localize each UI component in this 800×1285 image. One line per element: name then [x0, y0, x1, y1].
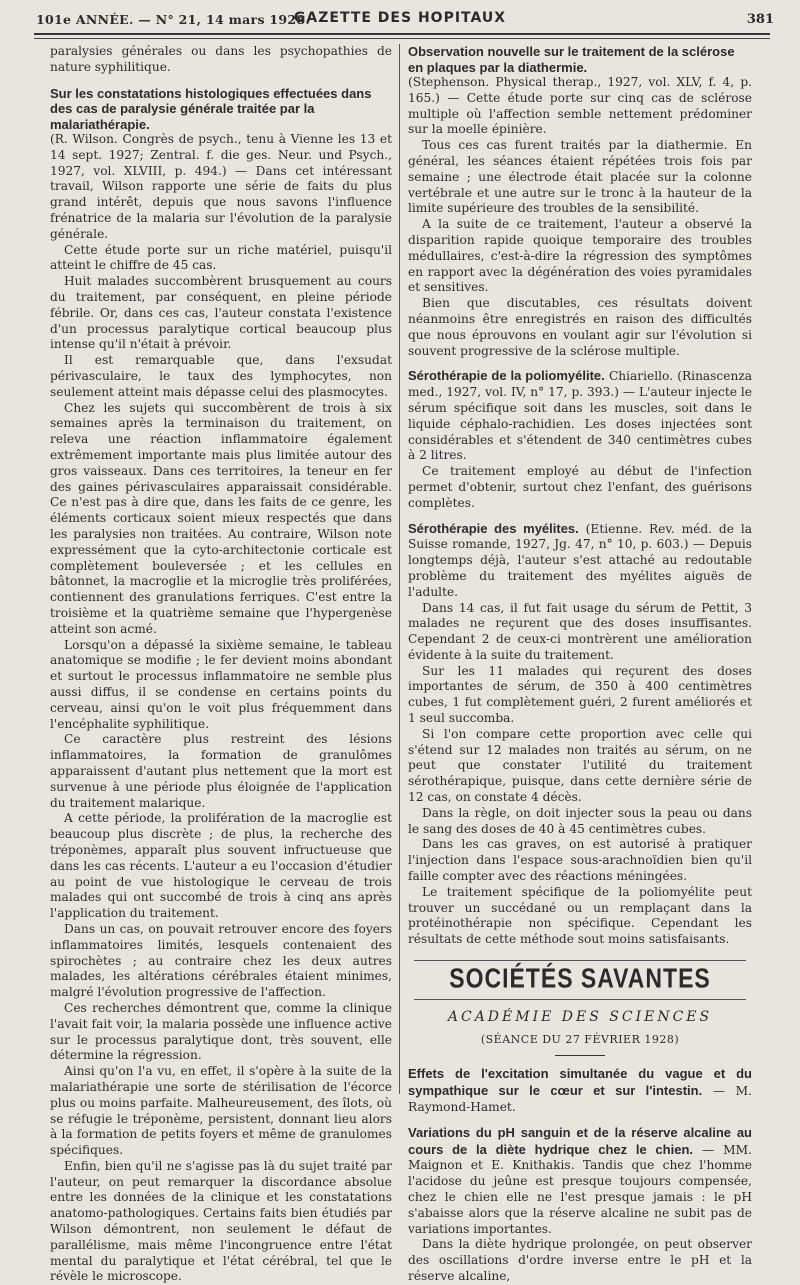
section-lead-text-poliomyelite: — L'auteur injecte le sérum spécifique soit dans les muscles, soit dans le liquide céphalo-rachidien. Les doses injectées sont considérables et s'étendent de 340 centimètres cubes à 2 litres.	[408, 385, 752, 463]
section-separator	[414, 999, 746, 1000]
paragraph: A cette période, la prolifération de la macroglie est beaucoup plus discrète ; de plus, la recherche des tréponèmes, apparaît plus souvent infructueuse que dans les cas récents. L'auteur a eu l'occasion d'étudier au point de vue histologique le cerveau de trois malades qui ont succombé de trois à cinq ans après l'application du traitement.	[50, 811, 392, 921]
paragraph: Il est remarquable que, dans l'exsudat périvasculaire, le taux des lymphocytes, non seulement atteint mais dépasse celui des plasmocytes.	[50, 353, 392, 399]
section-lead-text-myelites: — Depuis longtemps déjà, l'auteur s'est attaché au redoutable problème du traitement des myélites aiguës de l'adulte.	[408, 537, 752, 599]
academie-item-2-text: Tandis que chez l'homme l'acidose du jeûne est presque toujours compensée, chez le chien elle ne l'est presque jamais : le pH s'abaisse alors que la réserve alcaline ne subit pas de variations importantes.	[408, 1158, 753, 1236]
paragraph: Lorsqu'on a dépassé la sixième semaine, le tableau anatomique se modifie ; le fer devient moins abondant et surtout le processus inflammatoire ne semble plus aussi diffus, il se condense en certains points du cerveau, ainsi qu'on le voit plus fréquemment dans l'encéphalite syphilitique.	[50, 637, 392, 731]
section-ref-sclerose: (Stephenson. Physical therap., 1927, vol. XLV, f. 4, p. 165.)	[408, 75, 752, 105]
issue-info: 101e ANNÉE. — N° 21, 14 mars 1928.	[36, 12, 311, 27]
left-column	[50, 44, 392, 1285]
section-ref-poliomyelite: Chiariello. (Rinascenza med., 1927, vol. IV, n° 17, p. 393.)	[408, 369, 753, 400]
section-title-poliomyelite: Sérothérapie de la poliomyélite.	[408, 368, 605, 384]
paragraph: Enfin, bien qu'il ne s'agisse pas là du sujet traité par l'auteur, on peut remarquer la discordance absolue entre les données de la clinique et les constatations anatomo-pathologiques. Certains faits bien étudiés par Wilson démontrent, non seulement le défaut de parallélisme, mais même l'incongruence entre l'état mental du paralytique et l'état cérébral, tel que le révèle le microscope.	[50, 1158, 392, 1284]
paragraph: A la suite de ce traitement, l'auteur a observé la disparition rapide quoique temporaire des troubles médullaires, c'est-à-dire la régression des symptômes en rapport avec la dégénération des voies pyramidales et sensitives.	[408, 217, 752, 295]
paragraph: Huit malades succombèrent brusquement au cours du traitement, par conséquent, en pleine période fébrile. Or, dans ces cas, l'auteur constata l'existence d'un processus paralytique cortical beaucoup plus intense qu'il n'était à prévoir.	[50, 274, 392, 352]
section-poliomyelite	[408, 368, 752, 464]
paragraph: Cette étude porte sur un riche matériel, puisqu'il atteint le chiffre de 45 cas.	[50, 242, 392, 273]
paragraph: Ce traitement employé au début de l'infection permet d'obtenir, surtout chez l'enfant, des guérisons complètes.	[408, 464, 752, 510]
section-myelites	[408, 521, 752, 601]
section-title-myelites: Sérothérapie des myélites.	[408, 520, 579, 536]
paragraph: Bien que discutables, ces résultats doivent néanmoins être enregistrés en raison des difficultés que nous éprouvons en voulant agir sur l'évolution si souvent progressive de la sclérose multiple.	[408, 296, 752, 358]
column-divider	[399, 44, 400, 1094]
academie-item-2	[408, 1125, 752, 1238]
paragraph: Dans la diète hydrique prolongée, on peut observer des oscillations d'ordre inverse entre le pH et la réserve alcaline,	[408, 1237, 752, 1283]
section-lead-text-sclerose: — Cette étude porte sur cinq cas de sclérose multiple où l'affection semble nettement prédominer sur la moelle épinière.	[408, 90, 753, 137]
header-rule-thin	[34, 38, 770, 39]
paragraph: Ce caractère plus restreint des lésions inflammatoires, la formation de granulômes apparaissent d'autant plus nettement que la mort est survenue à une période plus éloignée de l'application du traitement malarique.	[50, 732, 392, 810]
section-ref-myelites: (Etienne. Rev. méd. de la Suisse romande, 1927, Jg. 47, n° 10, p. 603.)	[408, 521, 752, 552]
academie-item-1	[408, 1066, 752, 1115]
paragraph: Dans 14 cas, il fut fait usage du sérum de Pettit, 3 malades ne reçurent que des doses insuffisantes. Cependant 2 de ceux-ci montrèrent une amélioration évidente à la suite du traitement.	[408, 600, 752, 662]
societes-savantes-heading: SOCIÉTÉS SAVANTES	[449, 962, 711, 994]
academie-item-2-authors: — MM. Maignon et E. Knithakis.	[408, 1142, 752, 1173]
header-rule	[34, 33, 770, 35]
paragraph: Tous ces cas furent traités par la diathermie. En général, les séances étaient répétées trois fois par semaine ; une électrode était placée sur la colonne vertébrale et une autre sur le tronc à la hauteur de la limite supérieure des troubles de la sensibilité.	[408, 138, 752, 216]
section-separator	[414, 960, 746, 961]
paragraph: Dans les cas graves, on est autorisé à pratiquer l'injection dans l'espace sous-arachnoïdien bien qu'il faille compter avec des réactions méningées.	[408, 837, 752, 884]
seance-date: (SÉANCE DU 27 FÉVRIER 1928)	[480, 1032, 680, 1046]
section-lead-text-malaria: — Dans cet intéressant travail, Wilson rapporte une série de faits du plus grand intérêt, depuis que nous savons l'influence frénatrice de la malaria sur l'évolution de la paralysie générale.	[50, 163, 393, 241]
section-title-sclerose: Observation nouvelle sur le traitement de la sclérose en plaques par la diathermie.	[408, 44, 735, 75]
short-rule	[555, 1055, 605, 1056]
page-number: 381	[746, 12, 774, 27]
paragraph: Dans la règle, on doit injecter sous la peau ou dans le sang des doses de 40 à 45 centimètres cubes.	[408, 805, 752, 836]
academie-item-1-title: Effets de l'excitation simultanée du vague et du sympathique sur le cœur et sur l'intestin.	[408, 1066, 752, 1099]
journal-title: GAZETTE DES HOPITAUX	[293, 10, 507, 26]
section-ref-malaria: (R. Wilson. Congrès de psych., tenu à Vienne les 13 et 14 sept. 1927; Zentral. f. die ges. Neur. und Psych., 1927, vol. XLVIII, p. 494.)	[50, 132, 392, 178]
paragraph: Si l'on compare cette proportion avec celle qui s'étend sur 12 malades non traités au sérum, on ne peut que constater l'utilité du traitement sérothérapique, puisque, dans cette dernière série de 12 cas, on constate 4 décès.	[408, 726, 752, 805]
right-column	[408, 44, 752, 1285]
paragraph: Dans un cas, on pouvait retrouver encore des foyers inflammatoires limités, lesquels contenaient des spirochètes ; au contraire chez les deux autres malades, les altérations cérébrales étaient minimes, malgré l'évolution progressive de l'affection.	[50, 921, 392, 1000]
academie-item-1-authors: — M. Raymond-Hamet.	[408, 1084, 753, 1115]
paragraph: Chez les sujets qui succombèrent de trois à six semaines après la terminaison du traitement, on releva une réaction inflammatoire également extrêmement importante mais plus limitée autour des gros vaisseaux. Dans ces territoires, la teneur en fer des gaines périvasculaires apparaissait considérable. Ce n'est pas à dire que, dans les faits de ce genre, les éléments corticaux soient mieux respectés que dans les paralysies non traitées. Au contraire, Wilson note expressément que la cyto-architectonie corticale est complètement bouleversée ; et les cellules en bâtonnet, la macroglie et la microglie très proliférées, contiennent des granulations ferriques. C'est entre la troisième et la quatrième semaine que l'hypergenèse atteint son acmé.	[50, 400, 392, 636]
section-lead-malaria	[50, 132, 392, 243]
paragraph: Ainsi qu'on l'a vu, en effet, il s'opère à la suite de la malariathérapie une sorte de stérilisation de l'écorce plus ou moins parfaite. Malheureusement, des îlots, où se réfugie le tréponème, persistent, donnant lieu alors à la formation de petits foyers et même de granulomes spécifiques.	[50, 1064, 392, 1158]
section-lead-sclerose	[408, 75, 752, 138]
academie-heading: ACADÉMIE DES SCIENCES	[447, 1008, 713, 1025]
section-title-malaria: Sur les constatations histologiques effectuées dans des cas de paralysie générale traitée par la malariathérapie.	[50, 85, 372, 132]
paragraph: Le traitement spécifique de la poliomyélite peut trouver un succédané ou un remplaçant dans la protéinothérapie non spécifique. Cependant les résultats de cette méthode sout moins satisfaisants.	[408, 884, 752, 947]
paragraph: Ces recherches démontrent que, comme la clinique l'avait fait voir, la malaria possède une influence active sur le processus paralytique dont, très souvent, elle détermine la régression.	[50, 1000, 392, 1063]
paragraph: Sur les 11 malades qui reçurent des doses importantes de sérum, de 350 à 400 centimètres cubes, 1 fut complètement guéri, 2 furent améliorés et 1 seul succomba.	[408, 663, 752, 726]
intro-text: paralysies générales ou dans les psychopathies de nature syphilitique.	[50, 44, 392, 74]
academie-item-2-title: Variations du pH sanguin et de la réserve alcaline au cours de la diète hydrique chez le chien.	[408, 1124, 752, 1157]
